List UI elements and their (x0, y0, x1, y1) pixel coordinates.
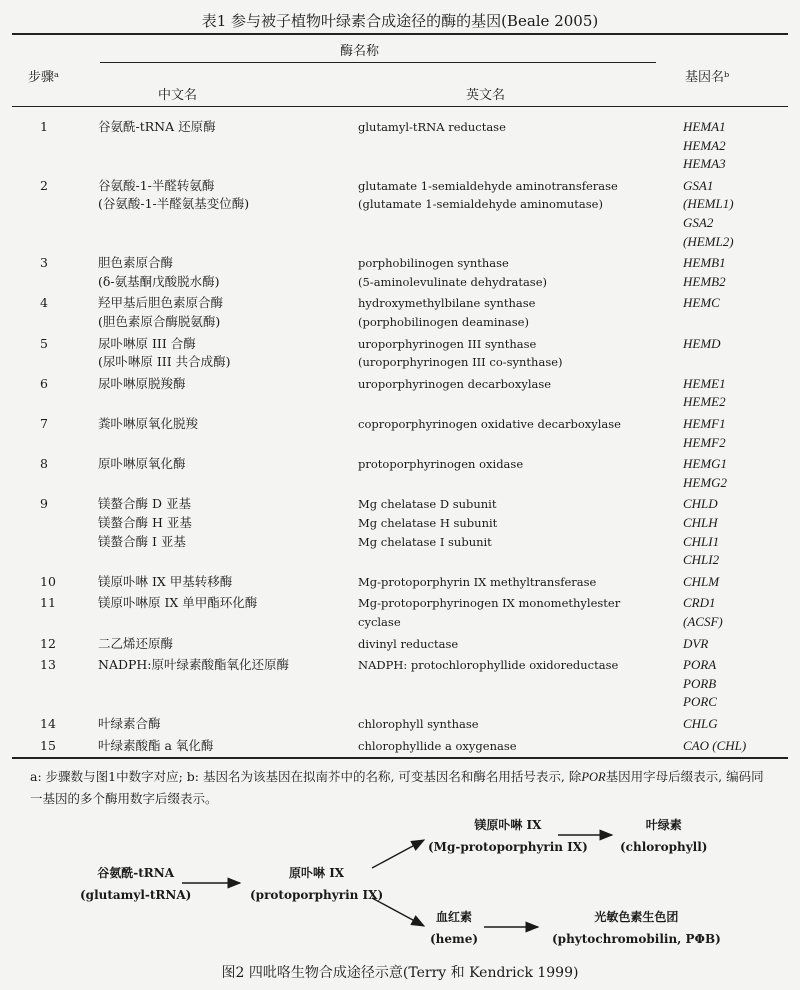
enzyme-english-name: porphobilinogen synthase (358, 256, 509, 271)
step-number: 9 (40, 496, 48, 512)
node-phytochromobilin-en: (phytochromobilin, PΦB) (552, 932, 721, 946)
figure-caption: 图2 四吡咯生物合成途径示意(Terry 和 Kendrick 1999) (221, 965, 579, 981)
enzyme-chinese-name: 羟甲基后胆色素原合酶 (98, 295, 224, 311)
enzyme-english-name: chlorophyllide a oxygenase (358, 738, 517, 753)
header-step: 步骤ᵃ (28, 70, 60, 85)
header-english-name: 英文名 (466, 88, 506, 103)
enzyme-chinese-name: (尿卟啉原 III 共合成酶) (98, 354, 231, 370)
node-protoporphyrin-cn: 原卟啉 IX (289, 866, 345, 880)
gene-name: (ACSF) (683, 614, 723, 629)
enzyme-english-name: chlorophyll synthase (358, 717, 479, 731)
node-glutamyl-trna-en: (glutamyl-tRNA) (80, 888, 192, 902)
step-number: 15 (40, 737, 56, 753)
enzyme-english-name: (glutamate 1-semialdehyde aminomutase) (358, 197, 603, 212)
gene-name: GSA2 (683, 215, 714, 230)
table-top-rule (12, 33, 788, 35)
table-title: 表1 参与被子植物叶绿素合成途径的酶的基因(Beale 2005) (201, 12, 599, 30)
step-number: 11 (40, 595, 56, 611)
node-glutamyl-trna-cn: 谷氨酰-tRNA (97, 866, 175, 880)
node-heme-cn: 血红素 (436, 910, 473, 924)
enzyme-english-name: glutamate 1-semialdehyde aminotransferase (358, 178, 618, 193)
enzyme-english-name: NADPH: protochlorophyllide oxidoreductase (358, 658, 619, 673)
enzyme-chinese-name: 叶绿素合酶 (98, 716, 161, 731)
gene-name: PORA (683, 657, 717, 673)
enzyme-chinese-name: 尿卟啉原 III 合酶 (98, 335, 196, 351)
header-sub-rule (100, 62, 656, 63)
enzyme-chinese-name: 尿卟啉原脱羧酶 (98, 375, 186, 391)
enzyme-english-name: protoporphyrinogen oxidase (358, 457, 524, 472)
step-number: 13 (40, 657, 56, 673)
gene-name: CHLI2 (683, 552, 720, 568)
node-chlorophyll-cn: 叶绿素 (645, 818, 682, 832)
enzyme-chinese-name: 镁螯合酶 D 亚基 (98, 496, 191, 512)
enzyme-english-name: cyclase (358, 615, 401, 629)
gene-name: HEMF1 (683, 416, 726, 431)
gene-name: HEME2 (683, 394, 726, 410)
pathway-figure (0, 810, 800, 960)
enzyme-english-name: divinyl reductase (358, 636, 459, 651)
step-number: 7 (40, 416, 48, 431)
gene-name: CHLD (683, 496, 718, 512)
footnote-part2: 基因用字母后缀表示, 编码同一基因的多个酶用数字后缀表示。 (30, 769, 764, 806)
gene-name: HEMG1 (683, 456, 728, 472)
node-protoporphyrin-en: (protoporphyrin IX) (250, 888, 384, 902)
header-chinese-name: 中文名 (158, 88, 198, 103)
enzyme-chinese-name: (胆色素原合酶脱氨酶) (98, 314, 221, 329)
gene-name: CRD1 (683, 595, 716, 611)
gene-name: CHLG (683, 716, 718, 731)
gene-name: CAO (CHL) (683, 737, 747, 753)
enzyme-english-name: Mg chelatase I subunit (358, 534, 492, 549)
node-chlorophyll-en: (chlorophyll) (620, 840, 708, 854)
table-bottom-rule (12, 757, 788, 759)
footnote-part1: a: 步骤数与图1中数字对应; b: 基因名为该基因在拟南芥中的名称, 可变基因名和酶名用括号表示, 除 (30, 769, 582, 784)
enzyme-english-name: Mg chelatase D subunit (358, 497, 497, 512)
enzyme-english-name: Mg-protoporphyrinogen IX monomethylester (358, 596, 621, 611)
node-protoporphyrin (250, 862, 383, 906)
enzyme-english-name: uroporphyrinogen III synthase (358, 336, 537, 351)
gene-name: (HEML1) (683, 196, 734, 212)
enzyme-chinese-name: (δ-氨基酮戊酸脱水酶) (98, 273, 220, 289)
enzyme-chinese-name: 粪卟啉原氧化脱羧 (98, 416, 199, 431)
node-glutamyl-trna (80, 862, 191, 906)
gene-name: HEMF2 (683, 434, 726, 450)
gene-name: CHLH (683, 515, 718, 530)
enzyme-english-name: Mg chelatase H subunit (358, 516, 498, 530)
gene-name: CHLI1 (683, 533, 720, 549)
enzyme-english-name: (uroporphyrinogen III co-synthase) (358, 355, 563, 370)
gene-name: PORB (683, 675, 717, 691)
node-phytochromobilin-cn: 光敏色素生色团 (594, 910, 679, 924)
enzyme-chinese-name: NADPH:原叶绿素酸酯氧化还原酶 (98, 657, 290, 673)
enzyme-english-name: (5-aminolevulinate dehydratase) (358, 274, 548, 289)
node-heme (430, 906, 478, 950)
enzyme-chinese-name: 镁原卟啉原 IX 单甲酯环化酶 (98, 595, 258, 611)
step-number: 4 (40, 295, 48, 311)
gene-name: HEMA3 (683, 156, 726, 172)
header-bottom-rule (12, 106, 788, 107)
gene-name: GSA1 (683, 177, 714, 193)
enzyme-english-name: Mg-protoporphyrin IX methyltransferase (358, 574, 597, 589)
enzyme-chinese-name: 胆色素原合酶 (98, 255, 174, 271)
enzyme-chinese-name: 原卟啉原氧化酶 (98, 456, 186, 472)
step-number: 12 (40, 635, 56, 651)
gene-name: HEMC (683, 295, 720, 311)
node-heme-en: (heme) (430, 932, 479, 946)
gene-name: HEMD (683, 335, 721, 351)
table-footnote (30, 766, 775, 809)
enzyme-chinese-name: (谷氨酸-1-半醛氨基变位酶) (98, 196, 250, 212)
enzyme-english-name: glutamyl-tRNA reductase (358, 120, 506, 134)
gene-name: PORC (683, 694, 717, 710)
gene-name: HEMA1 (683, 119, 726, 134)
step-number: 1 (40, 119, 48, 134)
gene-name: HEME1 (683, 375, 726, 391)
node-mg-protoporphyrin-cn: 镁原卟啉 IX (474, 818, 542, 832)
footnote-por-gene: POR (581, 770, 606, 784)
gene-name: HEMG2 (683, 474, 728, 490)
step-number: 10 (40, 573, 56, 589)
enzyme-chinese-name: 镁螯合酶 I 亚基 (98, 533, 186, 549)
enzyme-english-name: (porphobilinogen deaminase) (358, 315, 529, 329)
header-enzyme-name: 酶名称 (340, 44, 380, 59)
gene-name: HEMA2 (683, 137, 726, 153)
step-number: 3 (40, 255, 48, 271)
enzyme-chinese-name: 二乙烯还原酶 (98, 635, 174, 651)
step-number: 8 (40, 456, 48, 472)
step-number: 14 (40, 716, 56, 731)
node-phytochromobilin (552, 906, 721, 950)
header-gene-name: 基因名ᵇ (685, 70, 730, 85)
step-number: 2 (40, 177, 48, 193)
enzyme-english-name: hydroxymethylbilane synthase (358, 296, 536, 311)
enzyme-chinese-name: 谷氨酸-1-半醛转氨酶 (98, 177, 215, 193)
enzyme-english-name: uroporphyrinogen decarboxylase (358, 376, 552, 391)
enzyme-chinese-name: 镁螯合酶 H 亚基 (98, 515, 192, 530)
step-number: 6 (40, 375, 48, 391)
node-mg-protoporphyrin-en: (Mg-protoporphyrin IX) (428, 840, 588, 854)
step-number: 5 (40, 335, 48, 351)
gene-name: DVR (683, 635, 709, 651)
enzyme-english-name: coproporphyrinogen oxidative decarboxylase (358, 417, 621, 431)
gene-name: (HEML2) (683, 233, 734, 249)
node-mg-protoporphyrin (428, 814, 588, 858)
gene-name: CHLM (683, 573, 720, 589)
enzyme-chinese-name: 叶绿素酸酯 a 氧化酶 (98, 737, 214, 753)
enzyme-chinese-name: 镁原卟啉 IX 甲基转移酶 (98, 573, 233, 589)
gene-name: HEMB2 (683, 273, 726, 289)
gene-name: HEMB1 (683, 255, 726, 271)
enzyme-chinese-name: 谷氨酰-tRNA 还原酶 (98, 119, 216, 134)
node-chlorophyll (620, 814, 707, 858)
